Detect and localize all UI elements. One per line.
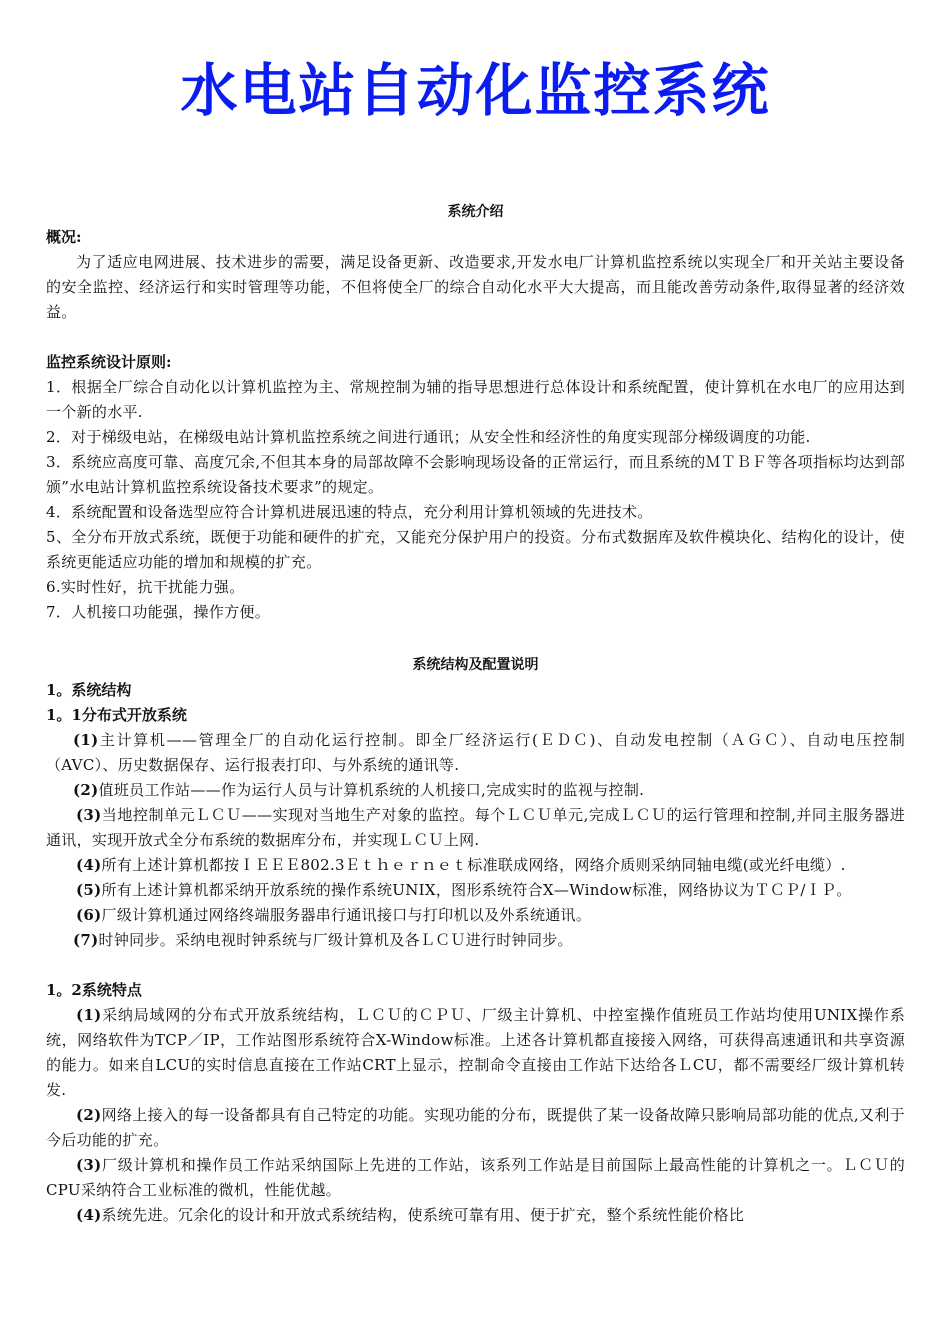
overview-paragraph: 为了适应电网进展、技术进步的需要，满足设备更新、改造要求,开发水电厂计算机监控系统以实现全厂和开关站主要设备的安全监控、经济运行和实时管理等功能，不但将使全厂的综合自动化水平大大提高，而且能改善劳动条件,取得显著的经济效益。 [46, 253, 905, 321]
item-number: (1) [76, 1006, 102, 1024]
feature-item [46, 1153, 905, 1203]
item-number: (2) [76, 1106, 102, 1124]
spacer [46, 325, 905, 350]
heading-system-structure: 1。系统结构 [46, 681, 132, 699]
heading-distributed-open-system: 1。1分布式开放系统 [46, 706, 187, 724]
item-text: 系统先进。冗余化的设计和开放式系统结构，使系统可靠有用、便于扩充，整个系统性能价格比 [101, 1206, 745, 1224]
item-text: 采纳局域网的分布式开放系统结构，ＬＣＵ的ＣＰＵ、厂级主计算机、中控室操作值班员工作站均使用UNIX操作系统，网络软件为TCP／IP，工作站图形系统符合X-Window标准。上述各计算机都直接接入网络，可获得高速通讯和共享资源的能力。如来自LCU的实时信息直接在工作站CRT上显示，控制命令直接由工作站下达给各ＬCU，都不需要经厂级计算机转发. [46, 1006, 905, 1099]
item-number: (2) [73, 781, 99, 799]
item-text: 厂级计算机通过网络终端服务器串行通讯接口与打印机以及外系统通讯。 [101, 906, 592, 924]
item-text: 所有上述计算机都按ＩＥＥＥ802.3Ｅｔｈｅｒｎｅｔ标准联成网络，网络介质则采纳同轴电缆(或光纤电缆）. [101, 856, 846, 874]
principle-item: 2．对于梯级电站，在梯级电站计算机监控系统之间进行通讯；从安全性和经济性的角度实现部分梯级调度的功能. [46, 428, 811, 446]
item-number: (1) [73, 731, 99, 749]
item-text: 值班员工作站——作为运行人员与计算机系统的人机接口,完成实时的监视与控制. [98, 781, 645, 799]
structure-item [46, 903, 905, 928]
feature-item [46, 1203, 905, 1228]
item-number: (7) [73, 931, 99, 949]
item-number: (3) [76, 1156, 102, 1174]
principle-item: 4．系统配置和设备选型应符合计算机进展迅速的特点，充分利用计算机领域的先进技术。 [46, 503, 653, 521]
principle-item: 1．根据全厂综合自动化以计算机监控为主、常规控制为辅的指导思想进行总体设计和系统配置，使计算机在水电厂的应用达到一个新的水平. [46, 378, 905, 421]
item-number: (6) [76, 906, 102, 924]
item-text: 厂级计算机和操作员工作站采纳国际上先进的工作站，该系列工作站是目前国际上最高性能的计算机之一。ＬＣＵ的CPU采纳符合工业标准的微机，性能优越。 [46, 1156, 905, 1199]
structure-item [46, 853, 905, 878]
feature-item [46, 1003, 905, 1103]
item-text: 所有上述计算机都采纳开放系统的操作系统UNIX，图形系统符合X—Window标准，网络协议为ＴＣＰ/ＩＰ。 [101, 881, 852, 899]
item-number: (3) [76, 806, 102, 824]
structure-item [46, 778, 905, 803]
spacer [46, 953, 905, 978]
item-text: 当地控制单元ＬＣＵ——实现对当地生产对象的监控。每个ＬＣＵ单元,完成ＬＣＵ的运行管理和控制,并同主服务器进通讯，实现开放式全分布系统的数据库分布，并实现ＬＣＵ上网. [46, 806, 905, 849]
principle-item: 7．人机接口功能强，操作方便。 [46, 603, 271, 621]
principles-heading: 监控系统设计原则: [46, 353, 172, 371]
document-title: 水电站自动化监控系统 [180, 58, 771, 124]
structure-item [46, 878, 905, 903]
item-text: 网络上接入的每一设备都具有自己特定的功能。实现功能的分布，既提供了某一设备故障只影响局部功能的优点,又利于今后功能的扩充。 [46, 1106, 905, 1149]
section-title-intro: 系统介绍 [447, 204, 504, 220]
structure-item [46, 728, 905, 778]
item-number: (5) [76, 881, 102, 899]
item-number: (4) [76, 1206, 102, 1224]
item-text: 时钟同步。采纳电视时钟系统与厂级计算机及各ＬＣＵ进行时钟同步。 [98, 931, 573, 949]
principle-item: 3．系统应高度可靠、高度冗余,不但其本身的局部故障不会影响现场设备的正常运行，而且系统的ＭＴＢＦ等各项指标均达到部颁”水电站计算机监控系统设备技术要求”的规定。 [46, 453, 905, 496]
heading-system-features: 1。2系统特点 [46, 981, 142, 999]
structure-item [46, 803, 905, 853]
item-number: (4) [76, 856, 102, 874]
principle-item: 5、全分布开放式系统，既便于功能和硬件的扩充，又能充分保护用户的投资。分布式数据库及软件模块化、结构化的设计，使系统更能适应功能的增加和规模的扩充。 [46, 528, 905, 571]
item-text: 主计算机——管理全厂的自动化运行控制。即全厂经济运行(ＥＤＣ)、自动发电控制（ＡＧＣ）、自动电压控制（AVC）、历史数据保存、运行报表打印、与外系统的通讯等. [46, 731, 905, 774]
section-title-structure: 系统结构及配置说明 [412, 657, 539, 673]
feature-item [46, 1103, 905, 1153]
principle-item: 6.实时性好，抗干扰能力强。 [46, 578, 245, 596]
structure-item [46, 928, 905, 953]
overview-heading: 概况: [46, 228, 82, 246]
